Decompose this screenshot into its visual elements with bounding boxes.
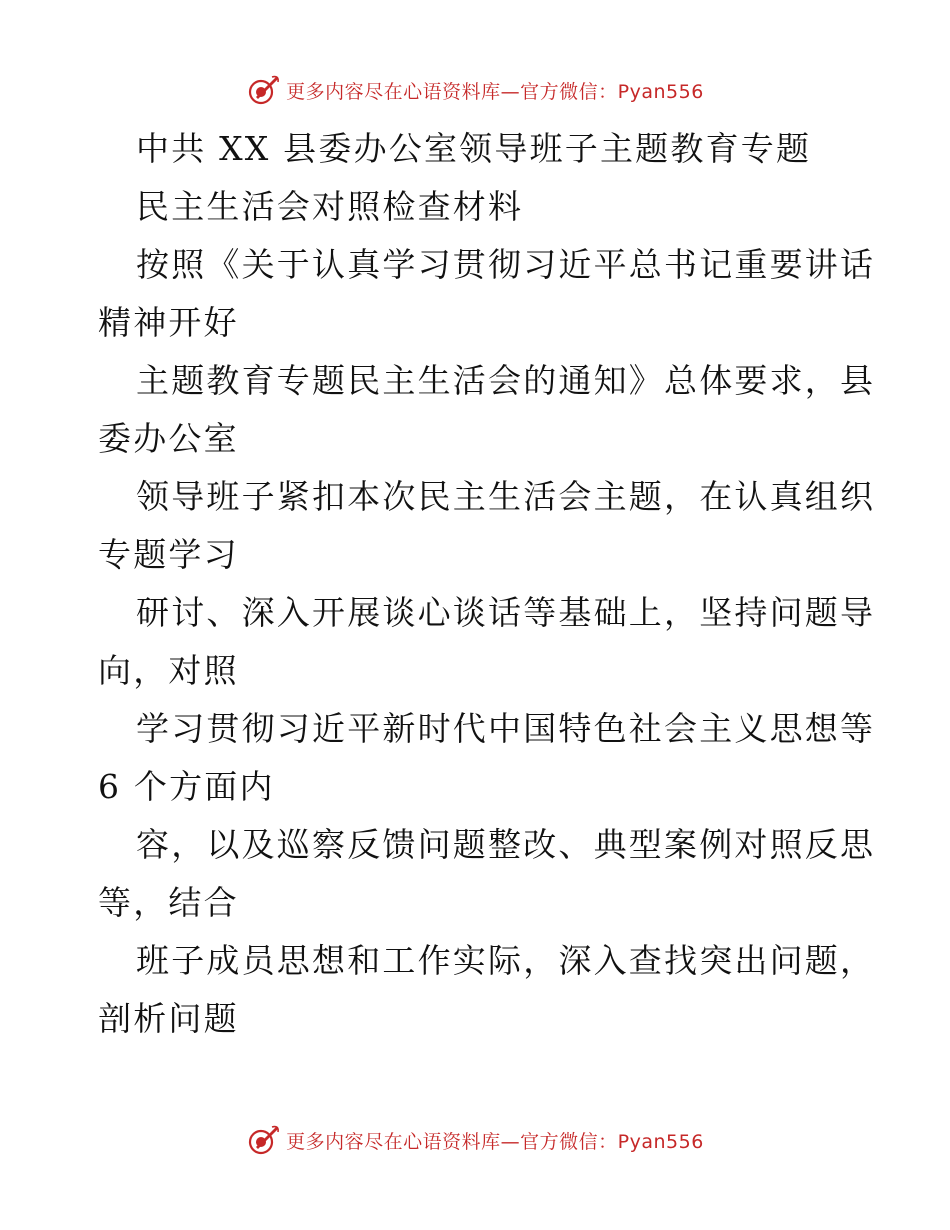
paragraph-line: 按照《关于认真学习贯彻习近平总书记重要讲话 <box>136 245 876 284</box>
paragraph-line: 研讨、深入开展谈心谈话等基础上，坚持问题导 <box>136 593 876 632</box>
title-line-2: 民主生活会对照检查材料 <box>136 187 524 226</box>
paragraph-line: 剖析问题 <box>98 999 239 1038</box>
header-watermark <box>0 70 950 110</box>
paragraph-line: 专题学习 <box>98 535 239 574</box>
paragraph-line: 向，对照 <box>98 651 239 690</box>
paragraph-line: 班子成员思想和工作实际，深入查找突出问题， <box>136 941 876 980</box>
watermark-text: 更多内容尽在心语资料库—官方微信：Pyan556 <box>286 80 704 103</box>
watermark-text: 更多内容尽在心语资料库—官方微信：Pyan556 <box>286 1130 704 1153</box>
paragraph-line: 精神开好 <box>98 303 239 342</box>
quill-pen-icon <box>246 73 280 107</box>
footer-watermark <box>0 1120 950 1160</box>
paragraph-line: 等，结合 <box>98 883 239 922</box>
paragraph-line: 6 个方面内 <box>98 767 275 806</box>
paragraph-line: 主题教育专题民主生活会的通知》总体要求，县 <box>136 361 876 400</box>
title-line-1: 中共 XX 县委办公室领导班子主题教育专题 <box>136 129 812 168</box>
paragraph-line: 学习贯彻习近平新时代中国特色社会主义思想等 <box>136 709 876 748</box>
paragraph-line: 领导班子紧扣本次民主生活会主题，在认真组织 <box>136 477 876 516</box>
paragraph-line: 容，以及巡察反馈问题整改、典型案例对照反思 <box>136 825 876 864</box>
document-body <box>98 120 876 1048</box>
paragraph-line: 委办公室 <box>98 419 239 458</box>
quill-pen-icon <box>246 1123 280 1157</box>
